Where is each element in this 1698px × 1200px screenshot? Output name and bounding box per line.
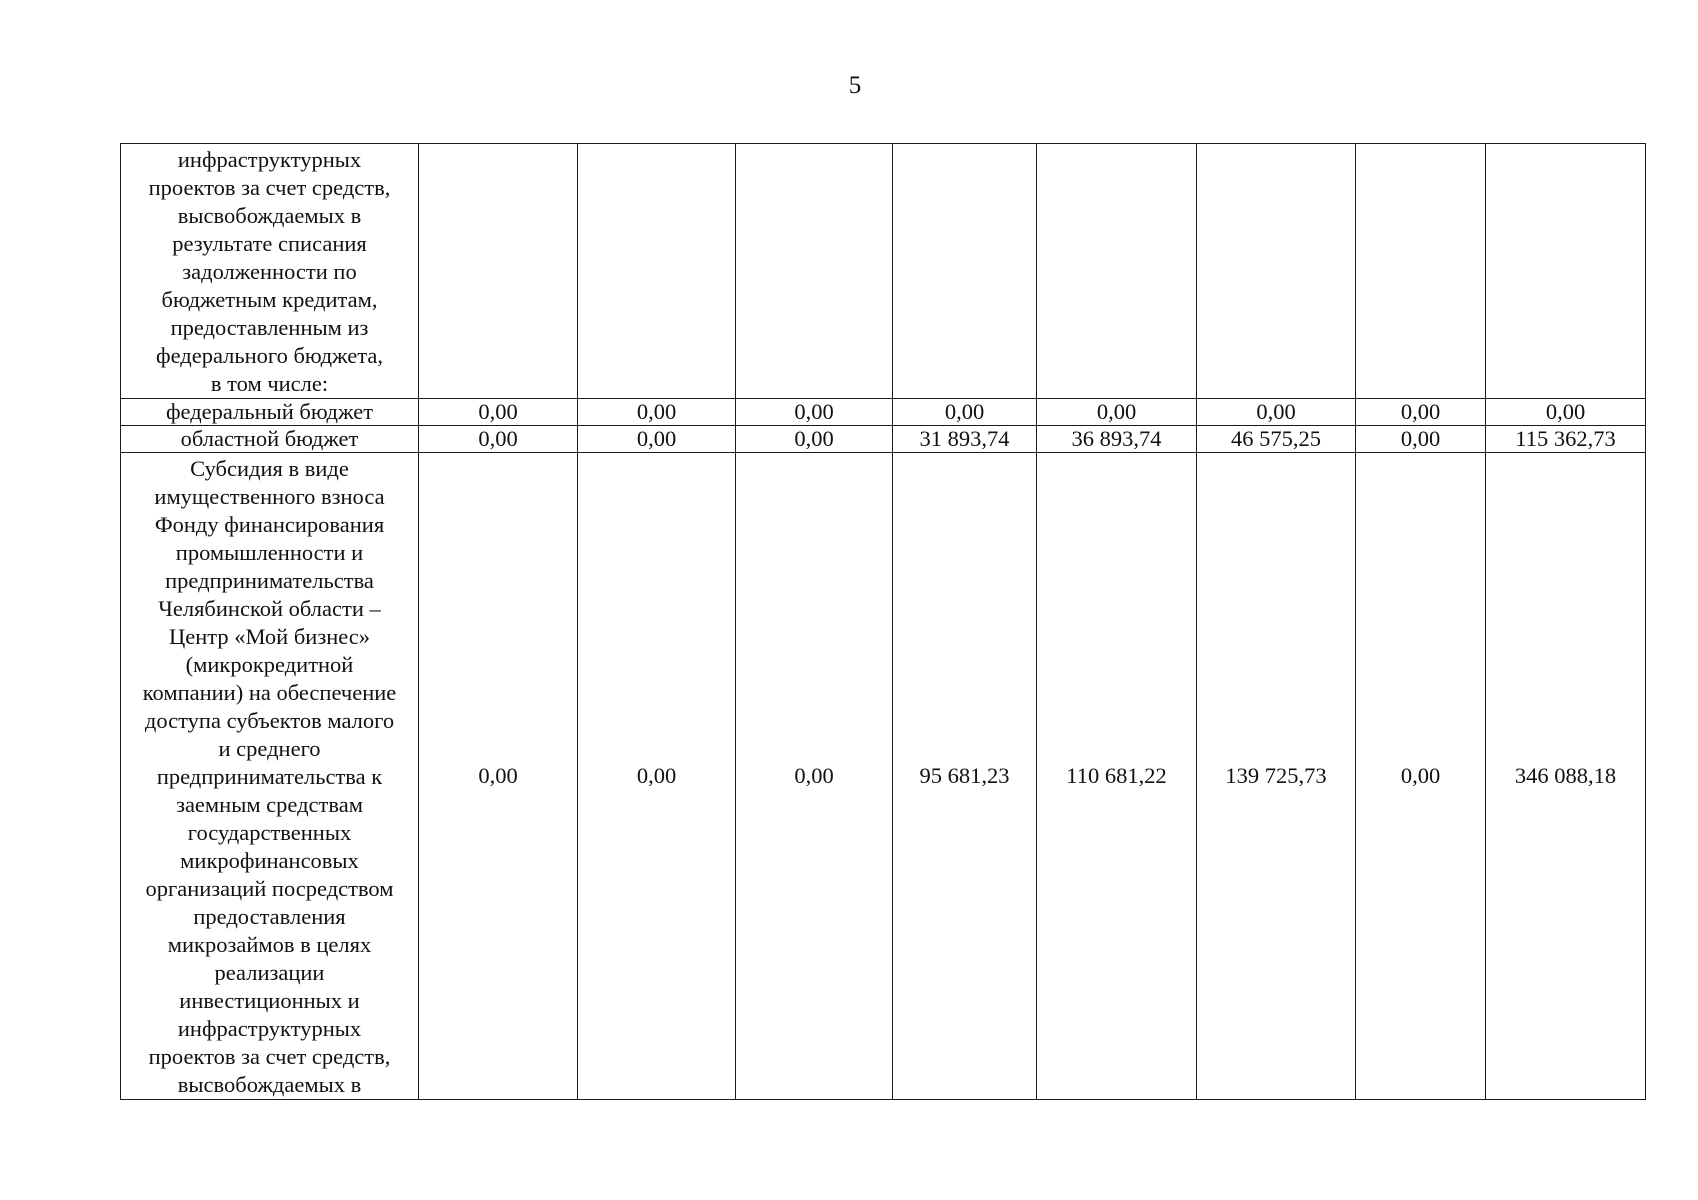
table-cell [893, 144, 1037, 399]
table-cell: 0,00 [419, 426, 578, 453]
table-cell: 0,00 [1197, 399, 1356, 426]
table-cell [736, 144, 893, 399]
table-cell: 110 681,22 [1037, 453, 1197, 1100]
table-cell: 31 893,74 [893, 426, 1037, 453]
table-row [121, 426, 1646, 453]
row-label: Субсидия в виде имущественного взноса Фонду финансирования промышленности и предпринимательства Челябинской области – Центр «Мой бизнес» (микрокредитной компании) на обеспечение доступа субъектов малого и среднего предпринимательства к заемным средствам государственных микрофинансовых организаций посредством предоставления микрозаймов в целях реализации инвестиционных и инфраструктурных проектов за счет средств, высвобождаемых в [121, 453, 419, 1100]
table-cell: 0,00 [419, 399, 578, 426]
table-cell: 0,00 [1356, 399, 1486, 426]
table-cell: 0,00 [1486, 399, 1646, 426]
table-cell [1356, 144, 1486, 399]
table-cell: 0,00 [1356, 426, 1486, 453]
table-cell: 0,00 [736, 426, 893, 453]
table-row [121, 453, 1646, 1100]
table-cell [578, 144, 736, 399]
table-cell: 0,00 [736, 399, 893, 426]
budget-table [120, 143, 1646, 1100]
table-cell: 0,00 [578, 426, 736, 453]
table-cell: 0,00 [578, 399, 736, 426]
table-cell: 0,00 [578, 453, 736, 1100]
table-cell: 0,00 [1037, 399, 1197, 426]
table-cell: 0,00 [1356, 453, 1486, 1100]
table-cell: 36 893,74 [1037, 426, 1197, 453]
table-row [121, 144, 1646, 399]
table-cell: 0,00 [893, 399, 1037, 426]
page-number: 5 [848, 72, 862, 99]
table-cell: 139 725,73 [1197, 453, 1356, 1100]
table-row [121, 399, 1646, 426]
table-cell: 115 362,73 [1486, 426, 1646, 453]
table-cell [1037, 144, 1197, 399]
row-label: инфраструктурных проектов за счет средств, высвобождаемых в результате списания задолженности по бюджетным кредитам, предоставленным из федерального бюджета, в том числе: [121, 144, 419, 399]
table-cell: 0,00 [736, 453, 893, 1100]
table-cell: 0,00 [419, 453, 578, 1100]
row-label: федеральный бюджет [121, 399, 419, 426]
row-label: областной бюджет [121, 426, 419, 453]
table-cell [1197, 144, 1356, 399]
table-cell: 346 088,18 [1486, 453, 1646, 1100]
table-cell: 46 575,25 [1197, 426, 1356, 453]
table-cell: 95 681,23 [893, 453, 1037, 1100]
table-cell [1486, 144, 1646, 399]
table-cell [419, 144, 578, 399]
